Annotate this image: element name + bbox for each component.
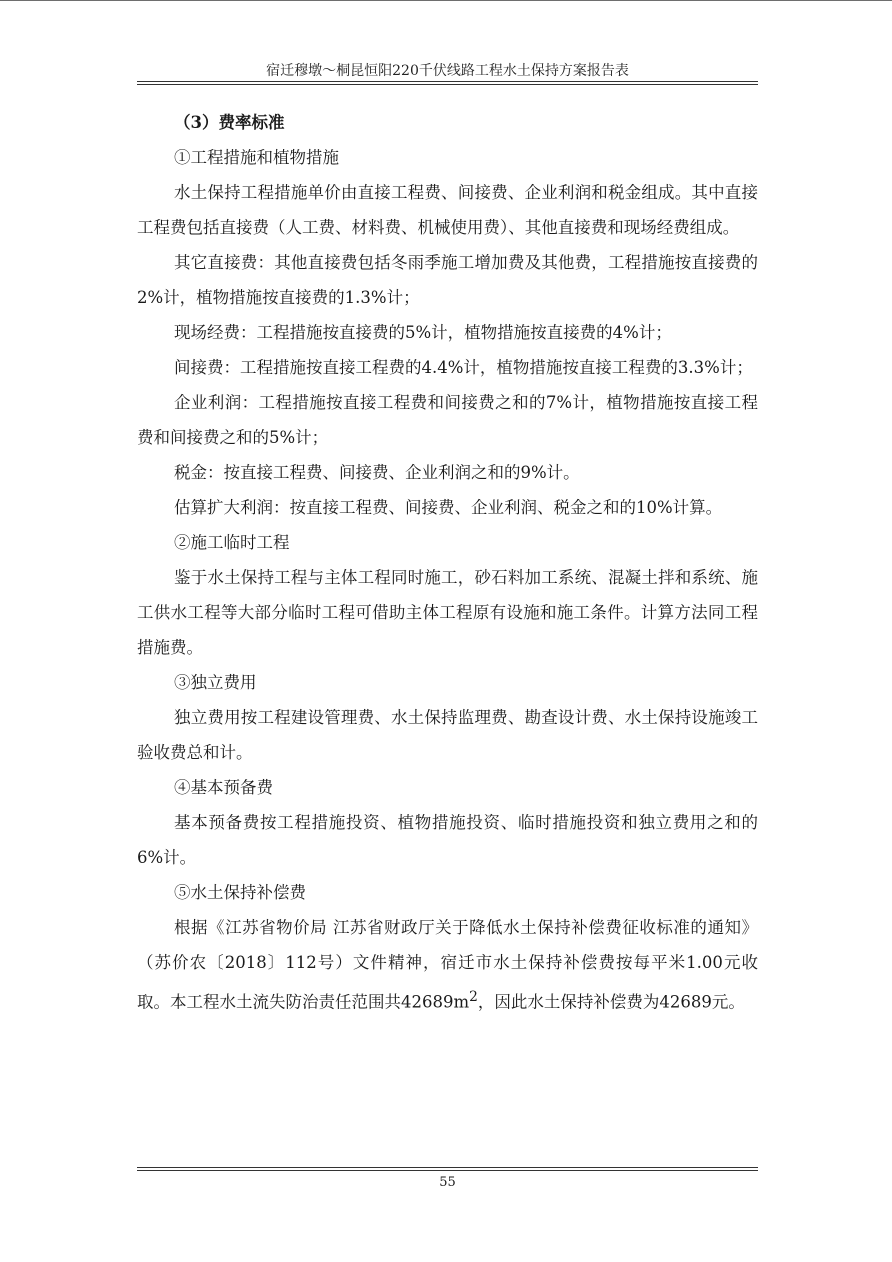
paragraph-independent-cost: 独立费用按工程建设管理费、水土保持监理费、勘查设计费、水土保持设施竣工验收费总和计。 [137, 708, 758, 762]
paragraph-compensation-fee [137, 910, 758, 1020]
paragraph-other-direct-cost: 其它直接费：其他直接费包括冬雨季施工增加费及其他费，工程措施按直接费的2%计，植物措施按直接费的1.3%计； [137, 253, 758, 307]
compensation-text-part1: 根据《江苏省物价局 江苏省财政厅关于降低水土保持补偿费征收标准的通知》（苏价农〔2018〕112号）文件精神，宿迁市水土保持补偿费按每平米1.00元收取。本工程水土流失防治责任范围共42689m [137, 918, 758, 1012]
paragraph-expanded-profit: 估算扩大利润：按直接工程费、间接费、企业利润、税金之和的10%计算。 [174, 498, 723, 517]
paragraph-unit-price-composition: 水土保持工程措施单价由直接工程费、间接费、企业利润和税金组成。其中直接工程费包括直接费（人工费、材料费、机械使用费）、其他直接费和现场经费组成。 [137, 183, 758, 237]
subheading-engineering-vegetation: ①工程措施和植物措施 [174, 148, 339, 167]
subheading-compensation-fee: ⑤水土保持补偿费 [174, 883, 306, 902]
paragraph-site-expense: 现场经费：工程措施按直接费的5%计，植物措施按直接费的4%计； [174, 323, 672, 342]
document-header-title: 宿迁穆墩～桐昆恒阳220千伏线路工程水土保持方案报告表 [266, 63, 629, 79]
paragraph-enterprise-profit: 企业利润：工程措施按直接工程费和间接费之和的7%计，植物措施按直接工程费和间接费之和的5%计； [137, 393, 758, 447]
area-unit-superscript: 2 [469, 989, 478, 1005]
compensation-text-part2: ，因此水土保持补偿费为42689元。 [477, 992, 745, 1012]
paragraph-basic-reserve: 基本预备费按工程措施投资、植物措施投资、临时措施投资和独立费用之和的6%计。 [137, 813, 758, 867]
section-heading: （3）费率标准 [174, 113, 285, 132]
paragraph-temporary-works: 鉴于水土保持工程与主体工程同时施工，砂石料加工系统、混凝土拌和系统、施工供水工程等大部分临时工程可借助主体工程原有设施和施工条件。计算方法同工程措施费。 [137, 568, 758, 657]
paragraph-indirect-cost: 间接费：工程措施按直接工程费的4.4%计，植物措施按直接工程费的3.3%计； [174, 358, 753, 377]
header-rule [137, 81, 758, 82]
footer-rule [137, 1167, 758, 1168]
subheading-independent-cost: ③独立费用 [174, 673, 257, 692]
page-number: 55 [439, 1175, 456, 1190]
subheading-basic-reserve: ④基本预备费 [174, 778, 273, 797]
page-body [137, 105, 758, 1020]
subheading-temporary-works: ②施工临时工程 [174, 533, 290, 552]
scan-top-border [0, 0, 892, 1]
footer-rule-double [137, 1170, 758, 1171]
paragraph-tax: 税金：按直接工程费、间接费、企业利润之和的9%计。 [174, 463, 580, 482]
header-rule-double [137, 84, 758, 85]
